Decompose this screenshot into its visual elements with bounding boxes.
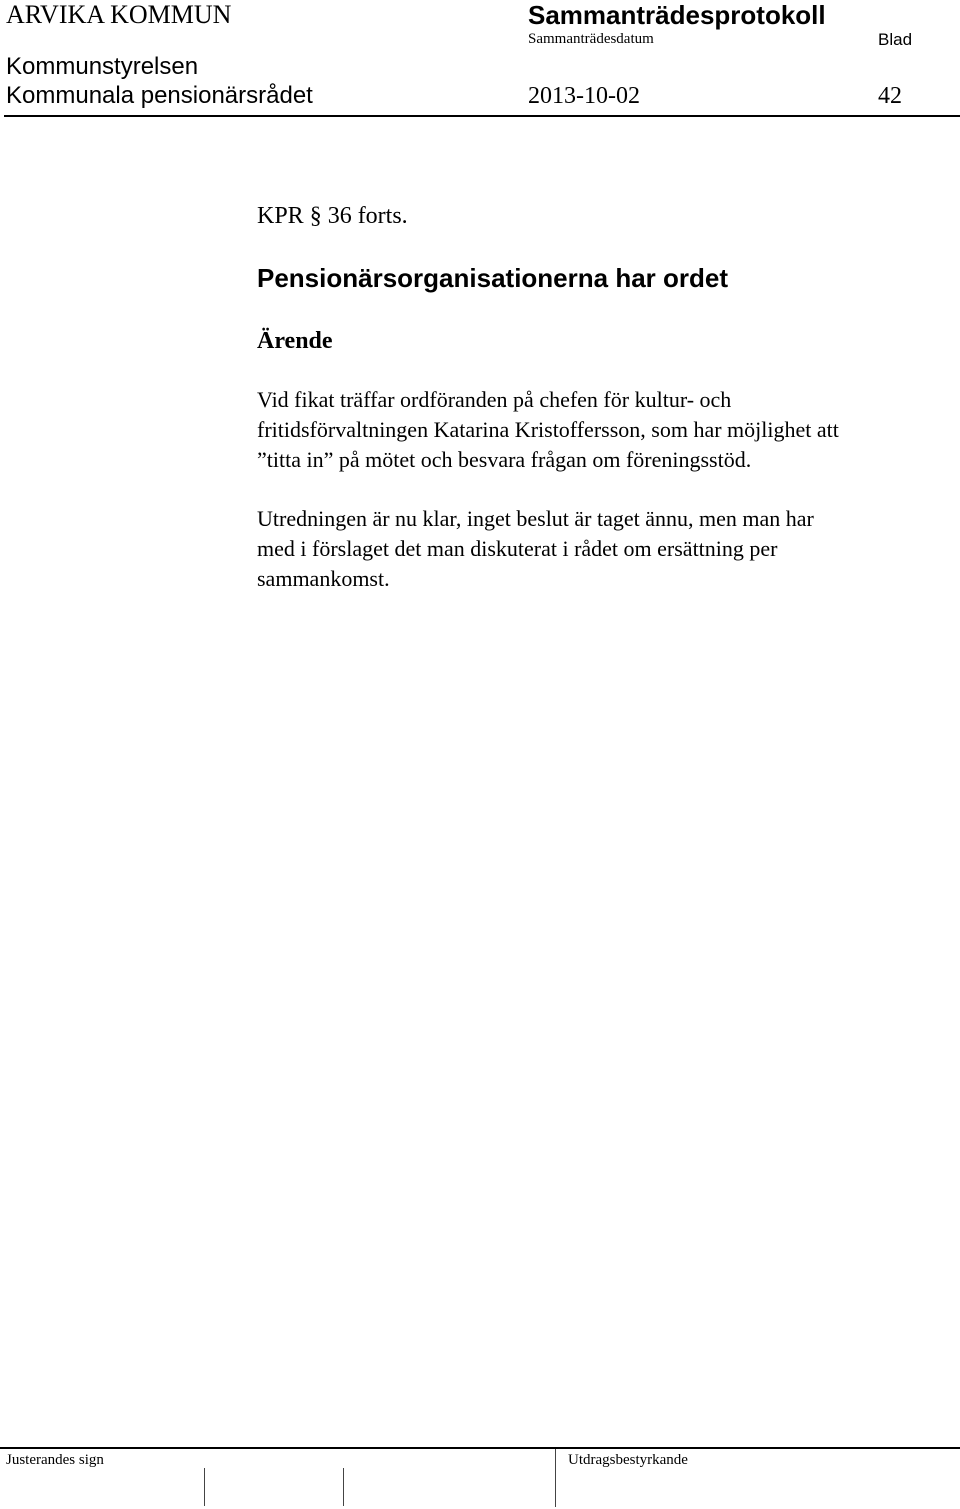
- paragraph-reference: KPR § 36 forts.: [257, 203, 408, 229]
- signature-box-divider: [343, 1468, 344, 1506]
- paragraph-line: fritidsförvaltningen Katarina Kristoffersson, som har möjlighet att: [257, 417, 839, 442]
- meeting-date-label: Sammanträdesdatum: [528, 31, 654, 47]
- council-name: Kommunala pensionärsrådet: [6, 82, 313, 109]
- signature-box-divider: [204, 1468, 205, 1506]
- section-title: Pensionärsorganisationerna har ordet: [257, 263, 729, 293]
- paragraph-line: sammankomst.: [257, 566, 390, 591]
- body-paragraph-2: [257, 504, 947, 594]
- arende-heading: Ärende: [257, 328, 333, 354]
- footer-divider: [0, 1447, 960, 1449]
- sheet-number: 42: [878, 83, 902, 109]
- protocol-title: Sammanträdesprotokoll: [528, 0, 826, 30]
- paragraph-line: Utredningen är nu klar, inget beslut är taget ännu, men man har: [257, 506, 814, 531]
- meeting-date: 2013-10-02: [528, 83, 640, 109]
- paragraph-line: Vid fikat träffar ordföranden på chefen för kultur- och: [257, 387, 732, 412]
- header-divider: [4, 115, 960, 117]
- utdragsbestyrkande-label: Utdragsbestyrkande: [568, 1452, 688, 1468]
- paragraph-line: med i förslaget det man diskuterat i rådet om ersättning per: [257, 536, 778, 561]
- body-paragraph-1: [257, 385, 947, 475]
- municipality-name: ARVIKA KOMMUN: [6, 0, 232, 29]
- footer-column-divider: [555, 1449, 556, 1507]
- paragraph-line: ”titta in” på mötet och besvara frågan om föreningsstöd.: [257, 447, 752, 472]
- committee-name: Kommunstyrelsen: [6, 53, 199, 80]
- justerandes-sign-label: Justerandes sign: [6, 1452, 104, 1468]
- sheet-label: Blad: [878, 30, 913, 49]
